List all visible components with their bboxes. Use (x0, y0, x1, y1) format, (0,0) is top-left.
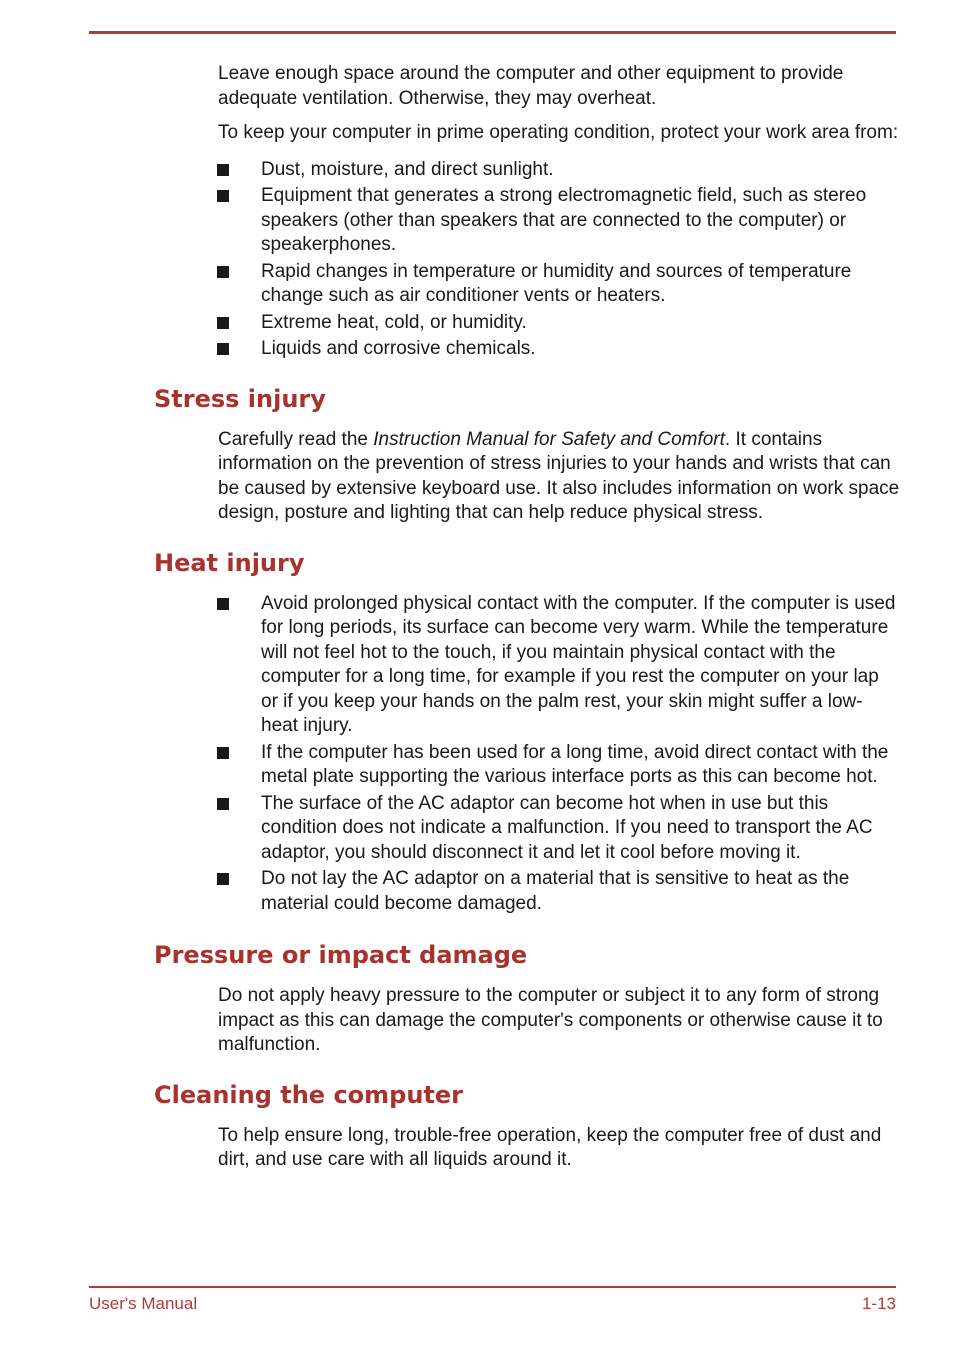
stress-injury-heading: Stress injury (154, 384, 326, 413)
page-content (0, 62, 954, 1183)
list-item (261, 337, 897, 362)
list-item-text: The surface of the AC adaptor can become hot when in use but this condition does not indicate a malfunction. If you need to transport the AC adaptor, you should disconnect it and let it cool before moving it. (261, 792, 873, 863)
header-rule (89, 31, 896, 34)
square-bullet-icon (217, 164, 229, 176)
cleaning-heading: Cleaning the computer (154, 1080, 464, 1109)
intro-paragraph-protect: To keep your computer in prime operating condition, protect your work area from: (218, 122, 899, 143)
square-bullet-icon (217, 747, 229, 759)
list-item-text: Equipment that generates a strong electromagnetic field, such as stereo speakers (other than speakers that are connected to the computer) or speakerphones. (261, 185, 867, 255)
list-item-text: Dust, moisture, and direct sunlight. (261, 158, 554, 180)
list-item (261, 311, 897, 336)
square-bullet-icon (217, 598, 229, 610)
list-item-text: Do not lay the AC adaptor on a material that is sensitive to heat as the material could become damaged. (261, 868, 850, 914)
list-item (261, 792, 897, 866)
manual-title: Instruction Manual for Safety and Comfort (373, 428, 725, 450)
list-item (261, 592, 897, 739)
square-bullet-icon (217, 343, 229, 355)
list-item (261, 158, 897, 183)
square-bullet-icon (217, 798, 229, 810)
footer-manual-title: User's Manual (89, 1294, 198, 1313)
square-bullet-icon (217, 266, 229, 278)
list-item-text: Extreme heat, cold, or humidity. (261, 311, 527, 333)
heat-list (0, 592, 954, 917)
footer-rule (89, 1286, 896, 1288)
square-bullet-icon (217, 317, 229, 329)
list-item (261, 184, 897, 258)
pressure-damage-paragraph: Do not apply heavy pressure to the computer or subject it to any form of strong impact as this can damage the computer's components or otherwise cause it to malfunction. (218, 985, 883, 1055)
square-bullet-icon (217, 873, 229, 885)
stress-injury-paragraph (218, 428, 902, 526)
pressure-damage-heading: Pressure or impact damage (154, 941, 528, 969)
list-item-text: Liquids and corrosive chemicals. (261, 338, 536, 359)
list-item (261, 867, 897, 916)
square-bullet-icon (217, 190, 229, 202)
list-item-text: Avoid prolonged physical contact with the computer. If the computer is used for long periods, its surface can become very warm. While the temperature will not feel hot to the touch, if you maintain physical contact with the computer for a long time, for example if you rest the computer on your lap or if you keep your hands on the palm rest, your skin might suffer a low-heat injury. (261, 592, 896, 736)
list-item (261, 741, 897, 790)
list-item-text: Rapid changes in temperature or humidity and sources of temperature change such as air conditioner vents or heaters. (261, 260, 852, 306)
stress-text-before: Carefully read the (218, 428, 374, 450)
heat-injury-heading: Heat injury (154, 548, 305, 577)
cleaning-paragraph: To help ensure long, trouble-free operation, keep the computer free of dust and dirt, and use care with all liquids around it. (218, 1124, 882, 1170)
page-number: 1-13 (861, 1294, 896, 1313)
intro-paragraph-ventilation: Leave enough space around the computer and other equipment to provide adequate ventilation. Otherwise, they may overheat. (218, 63, 844, 109)
protect-list (0, 158, 954, 362)
stress-text-after: . It contains information on the prevention of stress injuries to your hands and wrists that can be caused by extensive keyboard use. It also includes information on work space design, posture and lighting that can help reduce physical stress. (218, 428, 900, 523)
list-item (261, 260, 897, 309)
list-item-text: If the computer has been used for a long time, avoid direct contact with the metal plate supporting the various interface ports as this can become hot. (261, 741, 889, 787)
